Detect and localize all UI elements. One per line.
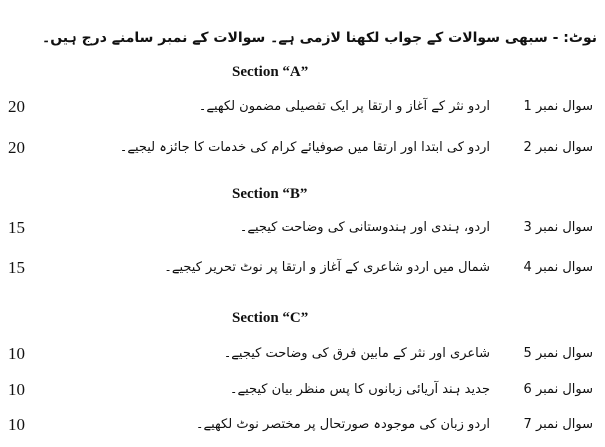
question-text: شمال میں اردو شاعری کے آغاز و ارتقا پر نوٹ تحریر کیجیے۔ <box>164 260 490 275</box>
question-row <box>0 95 605 119</box>
question-text: شاعری اور نثر کے مابین فرق کی وضاحت کیجیے۔ <box>223 346 490 361</box>
question-marks: 15 <box>8 258 25 277</box>
question-text: اردو نثر کے آغاز و ارتقا پر ایک تفصیلی مضمون لکھیے۔ <box>198 99 490 114</box>
question-text: اردو کی ابتدا اور ارتقا میں صوفیائے کرام کی خدمات کا جائزہ لیجیے۔ <box>119 140 490 155</box>
question-label: سوال نمبر 1 <box>523 99 593 114</box>
question-marks: 10 <box>8 380 25 399</box>
section-b-heading: Section “B” <box>232 186 308 202</box>
question-marks: 15 <box>8 218 25 237</box>
question-row <box>0 216 605 240</box>
section-a-heading: Section “A” <box>232 64 309 80</box>
question-marks: 20 <box>8 138 25 157</box>
question-text: اردو، ہندی اور ہندوستانی کی وضاحت کیجیے۔ <box>239 220 490 235</box>
question-row <box>0 378 605 402</box>
question-text: جدید ہند آریائی زبانوں کا پس منظر بیان کیجیے۔ <box>229 382 490 397</box>
question-label: سوال نمبر 2 <box>523 140 593 155</box>
question-row <box>0 136 605 160</box>
question-label: سوال نمبر 5 <box>523 346 593 361</box>
question-label: سوال نمبر 7 <box>523 417 593 432</box>
section-c-heading: Section “C” <box>232 310 309 326</box>
question-marks: 20 <box>8 97 25 116</box>
question-label: سوال نمبر 6 <box>523 382 593 397</box>
question-label: سوال نمبر 4 <box>523 260 593 275</box>
question-row <box>0 342 605 366</box>
question-marks: 10 <box>8 415 25 434</box>
question-label: سوال نمبر 3 <box>523 220 593 235</box>
question-text: اردو زبان کی موجودہ صورتحال پر مختصر نوٹ لکھیے۔ <box>195 417 490 432</box>
instructions-note: نوٹ: - سبھی سوالات کے جواب لکھنا لازمی ہے۔ سوالات کے نمبر سامنے درج ہیں۔ <box>41 30 597 46</box>
question-marks: 10 <box>8 344 25 363</box>
question-row <box>0 413 605 437</box>
question-row <box>0 256 605 280</box>
